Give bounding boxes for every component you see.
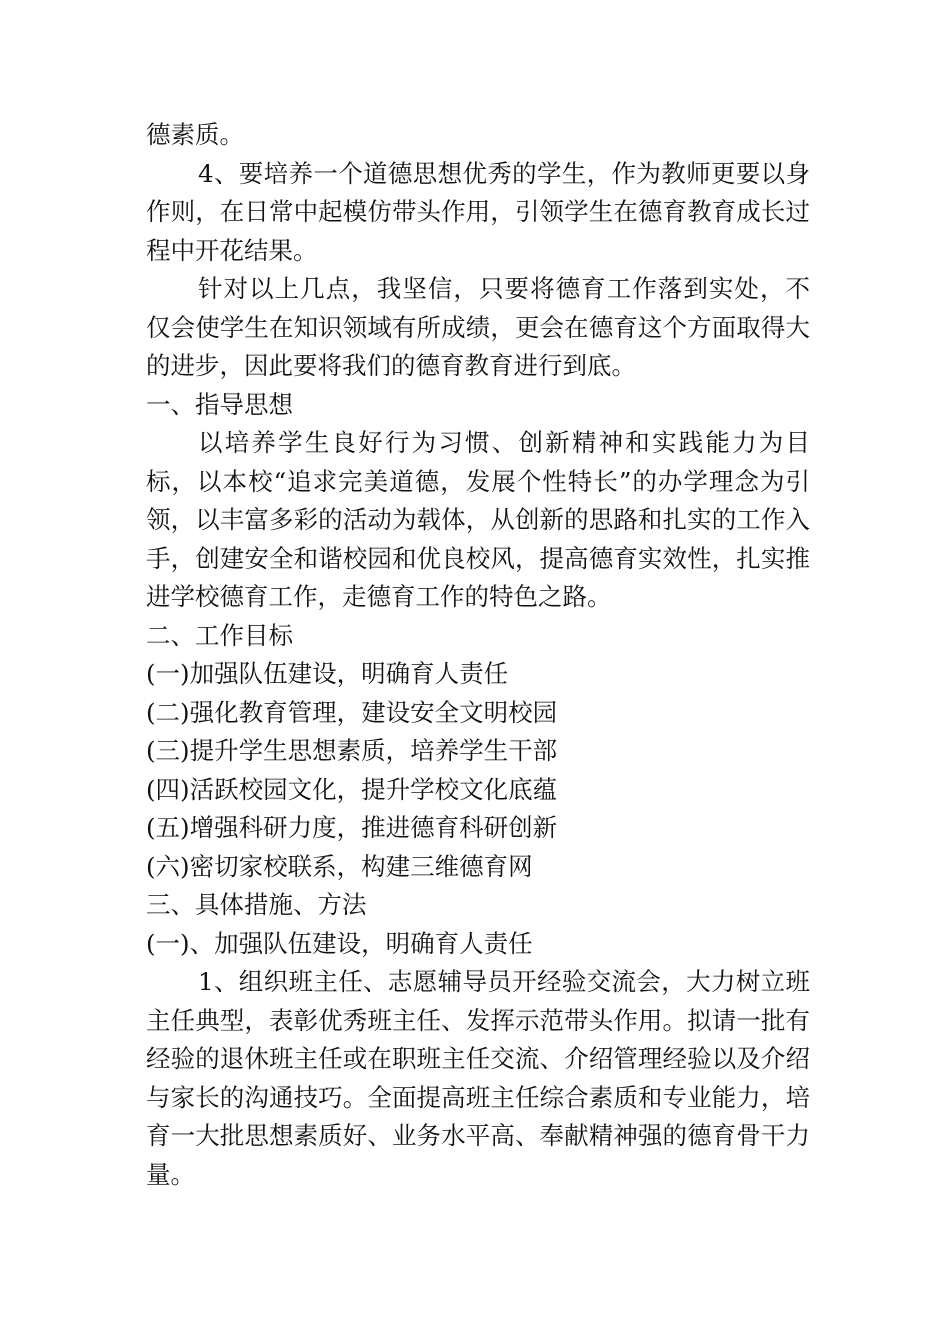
paragraph-summary: 针对以上几点，我坚信，只要将德育工作落到实处，不仅会使学生在知识领域有所成绩，更会在德育这个方面取得大的进步，因此要将我们的德育教育进行到底。 bbox=[146, 274, 810, 380]
section-heading-work-goals: 二、工作目标 bbox=[146, 620, 293, 650]
paragraph-item-4: 4、要培养一个道德思想优秀的学生，作为教师更要以身作则，在日常中起模仿带头作用，引领学生在德育教育成长过程中开花结果。 bbox=[146, 158, 810, 265]
document-page bbox=[146, 116, 810, 1194]
goal-item-5: (五)增强科研力度，推进德育科研创新 bbox=[146, 813, 558, 842]
paragraph-guiding-ideology: 以培养学生良好行为习惯、创新精神和实践能力为目标，以本校“追求完美道德，发展个性特长”的办学理念为引领，以丰富多彩的活动为载体，从创新的思路和扎实的工作入手，创建安全和谐校园和优良校风，提高德育实效性，扎实推进学校德育工作，走德育工作的特色之路。 bbox=[146, 428, 810, 611]
goal-item-4: (四)活跃校园文化，提升学校文化底蕴 bbox=[146, 774, 558, 804]
paragraph-continuation: 德素质。 bbox=[146, 120, 244, 149]
goal-item-1: (一)加强队伍建设，明确育人责任 bbox=[146, 659, 509, 688]
subsection-heading-team-building: (一)、加强队伍建设，明确育人责任 bbox=[146, 928, 533, 958]
goal-item-2: (二)强化教育管理，建设安全文明校园 bbox=[146, 697, 558, 727]
goal-item-6: (六)密切家校联系，构建三维德育网 bbox=[146, 851, 533, 881]
section-heading-measures: 三、具体措施、方法 bbox=[146, 890, 367, 919]
section-heading-guiding-ideology: 一、指导思想 bbox=[146, 389, 293, 419]
goal-item-3: (三)提升学生思想素质，培养学生干部 bbox=[146, 736, 558, 765]
paragraph-measure-1: 1、组织班主任、志愿辅导员开经验交流会，大力树立班主任典型，表彰优秀班主任、发挥示范带头作用。拟请一批有经验的退休班主任或在职班主任交流、介绍管理经验以及介绍与家长的沟通技巧。全面提高班主任综合素质和专业能力，培育一大批思想素质好、业务水平高、奉献精神强的德育骨干力量。 bbox=[146, 967, 810, 1189]
